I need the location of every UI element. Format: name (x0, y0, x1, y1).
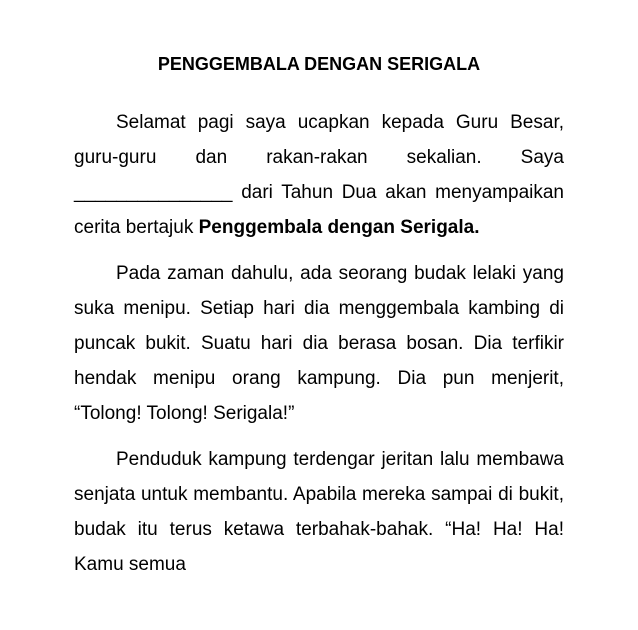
introduction-text: Selamat pagi saya ucapkan kepada Guru Besar, guru-guru dan rakan-rakan sekalian. Saya _______________ dari Tahun Dua akan menyampaikan cerita bertajuk (74, 112, 564, 238)
document-body (74, 105, 564, 589)
document-title: PENGGEMBALA DENGAN SERIGALA (157, 54, 481, 74)
paragraph-introduction (74, 105, 564, 245)
story-title-bold: Penggembala dengan Serigala. (198, 217, 480, 238)
paragraph-villagers: Penduduk kampung terdengar jeritan lalu membawa senjata untuk membantu. Apabila mereka sampai di bukit, budak itu terus ketawa terbahak-bahak. “Ha! Ha! Ha! Kamu semua (74, 449, 564, 575)
paragraph-story-start: Pada zaman dahulu, ada seorang budak lelaki yang suka menipu. Setiap hari dia menggembala kambing di puncak bukit. Suatu hari dia berasa bosan. Dia terfikir hendak menipu orang kampung. Dia pun menjerit, “Tolong! Tolong! Serigala!” (74, 263, 564, 424)
